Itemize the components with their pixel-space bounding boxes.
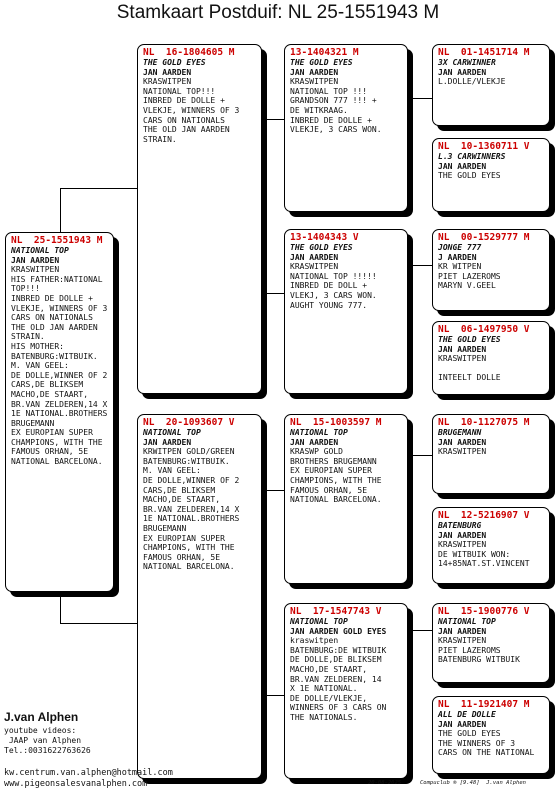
detail-line: BATENBURG:DE WITBUIK <box>290 645 387 655</box>
ring-number: NL 12-5216907 V <box>438 510 530 521</box>
ring-number: NL 20-1093607 V <box>143 417 235 428</box>
detail-line: L.DOLLE/VLEKJE <box>438 77 506 87</box>
pigeon-name: NATIONAL TOP <box>11 246 69 255</box>
detail-line: KRASWITPEN <box>290 77 339 87</box>
pigeon-name: ALL DE DOLLE <box>438 710 496 719</box>
detail-line: KRASWITPEN <box>438 636 487 646</box>
pigeon-name: BATENBURG <box>438 521 482 530</box>
website-link[interactable]: www.pigeonsalesvanalphen.com <box>4 779 148 789</box>
mfm-card[interactable] <box>432 507 550 584</box>
fm-card[interactable] <box>284 229 408 394</box>
detail-line: CHAMPIONS, WITH THE <box>11 437 103 447</box>
detail-line: CHAMPIONS, WITH THE <box>290 475 382 485</box>
mmm-card[interactable] <box>432 696 550 774</box>
connector-line <box>262 490 284 491</box>
youtube-label: youtube videos: <box>4 726 77 735</box>
mm-card[interactable] <box>284 603 408 779</box>
detail-line: BROTHERS BRUGEMANN <box>290 456 377 466</box>
breeder-name: JAN AARDEN <box>290 437 339 447</box>
page-title: Stamkaart Postduif: NL 25-1551943 M <box>116 2 440 23</box>
connector-line <box>262 695 284 696</box>
detail-line: KRASWITPEN <box>143 77 192 87</box>
ring-number: NL 06-1497950 V <box>438 324 530 335</box>
detail-line: BATENBURG:WITBUIK. <box>11 351 98 361</box>
breeder-name: JAN AARDEN <box>290 252 339 262</box>
detail-line: KRASWITPEN <box>438 447 487 457</box>
owner-name: J.van Alphen <box>4 710 79 724</box>
detail-line: M. VAN GEEL: <box>143 466 201 476</box>
detail-line: INBRED DE DOLLE + <box>290 115 372 125</box>
detail-line: BR.VAN ZELDEREN, 14 <box>290 674 382 684</box>
detail-line: 14+85NAT.ST.VINCENT <box>438 559 530 569</box>
detail-line: CARS,DE BLIKSEM <box>143 485 216 495</box>
detail-line: VLEKJE, WINNERS OF 3 <box>11 303 108 313</box>
detail-line: M. VAN GEEL: <box>11 361 69 371</box>
detail-line: NATIONAL BARCELONA. <box>11 457 103 467</box>
detail-line: THE GOLD EYES <box>438 729 501 739</box>
detail-line: NATIONAL BARCELONA. <box>290 495 382 505</box>
breeder-name: JAN AARDEN <box>143 437 192 447</box>
pigeon-name: THE GOLD EYES <box>290 243 353 252</box>
ring-number: NL 17-1547743 V <box>290 606 382 617</box>
youtube-name: JAAP van Alphen <box>4 736 82 745</box>
ring-number: NL 25-1551943 M <box>11 235 103 246</box>
detail-line: CARS ON NATIONALS <box>11 313 93 323</box>
ffm-card[interactable] <box>432 138 550 212</box>
breeder-name: JAN AARDEN <box>438 67 487 77</box>
connector-line <box>60 592 61 623</box>
detail-line: CARS,DE BLIKSEM <box>11 380 84 390</box>
breeder-name: JAN AARDEN <box>438 437 487 447</box>
breeder-name: JAN AARDEN <box>438 530 487 540</box>
connector-line <box>262 119 284 120</box>
detail-line: EX EUROPIAN SUPER <box>143 533 225 543</box>
detail-line: KRWITPEN GOLD/GREEN <box>143 447 235 457</box>
detail-line: FAMOUS ORHAN, 5E <box>290 485 368 495</box>
telephone: Tel.:0031622763626 <box>4 746 91 755</box>
mff-card[interactable] <box>432 414 550 494</box>
detail-line: BR.VAN ZELDEREN,14 X <box>143 504 240 514</box>
detail-line: INTEELT DOLLE <box>438 373 501 383</box>
detail-line: BR.VAN ZELDEREN,14 X <box>11 399 108 409</box>
pigeon-name: 3X CARWINNER <box>438 58 496 67</box>
detail-line: CARS ON THE NATIONAL <box>438 748 535 758</box>
detail-line: KRASWITPEN <box>438 354 487 364</box>
subject-pigeon-card[interactable] <box>5 232 114 592</box>
ring-number: NL 00-1529777 M <box>438 232 530 243</box>
software-credit: Compuclub ® [9.48] J.van Alphen <box>420 780 526 786</box>
detail-line: PIET LAZEROMS <box>438 271 501 281</box>
connector-line <box>408 630 432 631</box>
connector-line <box>60 623 137 624</box>
detail-line: STRAIN. <box>11 332 45 342</box>
breeder-name: J AARDEN <box>438 252 477 262</box>
detail-line: CHAMPIONS, WITH THE <box>143 543 235 553</box>
detail-line: FAMOUS ORHAN, 5E <box>143 552 221 562</box>
pigeon-name: THE GOLD EYES <box>143 58 206 67</box>
detail-line: MARYN V.GEEL <box>438 281 496 291</box>
detail-line: EX EUROPIAN SUPER <box>11 428 93 438</box>
detail-line: HIS MOTHER: <box>11 341 64 351</box>
detail-line: WINNERS OF 3 CARS ON <box>290 703 387 713</box>
mmf-card[interactable] <box>432 603 550 683</box>
detail-line: MACHO,DE STAART, <box>143 495 221 505</box>
detail-line: VLEKJE, 3 CARS WON. <box>290 125 382 135</box>
breeder-name: JAN AARDEN <box>438 344 487 354</box>
detail-line: kraswitpen <box>290 636 339 646</box>
detail-line: KRASWITPEN <box>290 262 339 272</box>
connector-line <box>408 98 432 99</box>
detail-line: THE OLD JAN AARDEN <box>143 125 230 135</box>
breeder-name: JAN AARDEN <box>11 255 60 265</box>
ring-number: NL 15-1900776 V <box>438 606 530 617</box>
detail-line: THE OLD JAN AARDEN <box>11 322 98 332</box>
detail-line: BRUGEMANN <box>11 418 55 428</box>
breeder-name: JAN AARDEN <box>290 67 339 77</box>
detail-line: KRASWP GOLD <box>290 447 343 457</box>
detail-line: THE NATIONALS. <box>290 712 358 722</box>
detail-line: INBRED DE DOLL + <box>290 281 368 291</box>
fff-card[interactable] <box>432 44 550 126</box>
breeder-name: JAN AARDEN GOLD EYES <box>290 626 387 636</box>
detail-line: DE DOLLE,WINNER OF 2 <box>11 370 108 380</box>
detail-line: THE WINNERS OF 3 <box>438 738 516 748</box>
detail-line: KRASWITPEN <box>438 540 487 550</box>
detail-line: MACHO,DE STAART, <box>11 389 89 399</box>
ff-card[interactable] <box>284 44 408 212</box>
detail-line: GRANDSON 777 !!! + <box>290 96 377 106</box>
detail-line: DE DOLLE,WINNER OF 2 <box>143 475 240 485</box>
father-card[interactable] <box>137 44 262 394</box>
connector-line <box>408 265 432 266</box>
detail-line: STRAIN. <box>143 134 177 144</box>
detail-line: KRASWITPEN <box>11 265 60 275</box>
detail-line: DE WITKRAAG. <box>290 105 348 115</box>
breeder-name: JAN AARDEN <box>438 719 487 729</box>
detail-line: DE WITBUIK WON: <box>438 549 511 559</box>
detail-line: NATIONAL TOP !!! <box>290 86 368 96</box>
ring-number: NL 10-1127075 M <box>438 417 530 428</box>
mother-card[interactable] <box>137 414 262 779</box>
pigeon-name: JONGE 777 <box>438 243 482 252</box>
detail-line: BATENBURG:WITBUIK. <box>143 456 230 466</box>
email-link[interactable]: kw.centrum.van.alphen@hotmail.com <box>4 768 173 778</box>
ring-number: NL 10-1360711 V <box>438 141 530 152</box>
ring-number: NL 01-1451714 M <box>438 47 530 58</box>
pigeon-name: NATIONAL TOP <box>290 617 348 626</box>
detail-line: MACHO,DE STAART, <box>290 664 368 674</box>
detail-line: NATIONAL TOP !!!!! <box>290 271 377 281</box>
detail-line: HIS FATHER:NATIONAL <box>11 274 103 284</box>
pigeon-name: THE GOLD EYES <box>290 58 353 67</box>
connector-line <box>60 188 137 189</box>
detail-line: CARS ON NATIONALS <box>143 115 225 125</box>
detail-line: EX EUROPIAN SUPER <box>290 466 372 476</box>
ring-number: NL 16-1804605 M <box>143 47 235 58</box>
connector-line <box>60 188 61 232</box>
fmm-card[interactable] <box>432 321 550 395</box>
detail-line: THE GOLD EYES <box>438 171 501 181</box>
ring-number: 13-1404321 M <box>290 47 359 58</box>
ring-number: NL 15-1003597 M <box>290 417 382 428</box>
connector-line <box>408 455 432 456</box>
pigeon-name: L.3 CARWINNERS <box>438 152 506 161</box>
detail-line: VLEKJE, WINNERS OF 3 <box>143 105 240 115</box>
detail-line: NATIONAL TOP!!! <box>143 86 216 96</box>
detail-line: 1E NATIONAL.BROTHERS <box>11 409 108 419</box>
breeder-name: JAN AARDEN <box>438 161 487 171</box>
detail-line: AUGHT YOUNG 777. <box>290 300 368 310</box>
breeder-name: JAN AARDEN <box>438 626 487 636</box>
pigeon-name: NATIONAL TOP <box>290 428 348 437</box>
detail-line: BRUGEMANN <box>143 523 187 533</box>
pigeon-name: NATIONAL TOP <box>438 617 496 626</box>
pigeon-name: NATIONAL TOP <box>143 428 201 437</box>
detail-line: INBRED DE DOLLE + <box>11 293 93 303</box>
fmf-card[interactable] <box>432 229 550 311</box>
detail-line: PIET LAZEROMS <box>438 645 501 655</box>
detail-line: BATENBURG WITBUIK <box>438 655 520 665</box>
ring-number: NL 11-1921407 M <box>438 699 530 710</box>
detail-line: DE DOLLE/VLEKJE, <box>290 693 368 703</box>
pigeon-name: BRUGEMANN <box>438 428 482 437</box>
mf-card[interactable] <box>284 414 408 584</box>
pigeon-name: THE GOLD EYES <box>438 335 501 344</box>
detail-line: NATIONAL BARCELONA. <box>143 562 235 572</box>
detail-line <box>438 364 545 374</box>
detail-line: DE DOLLE,DE BLIKSEM <box>290 655 382 665</box>
detail-line: FAMOUS ORHAN, 5E <box>11 447 89 457</box>
breeder-name: JAN AARDEN <box>143 67 192 77</box>
ring-number: 13-1404343 V <box>290 232 359 243</box>
detail-line: KR WITPEN <box>438 262 482 272</box>
print-date: 20-08-2025 <box>368 780 402 786</box>
detail-line: TOP!!! <box>11 284 40 294</box>
detail-line: X 1E NATIONAL. <box>290 684 358 694</box>
detail-line: VLEKJ, 3 CARS WON. <box>290 290 377 300</box>
detail-line: INBRED DE DOLLE + <box>143 96 225 106</box>
connector-line <box>262 293 284 294</box>
detail-line: 1E NATIONAL.BROTHERS <box>143 514 240 524</box>
